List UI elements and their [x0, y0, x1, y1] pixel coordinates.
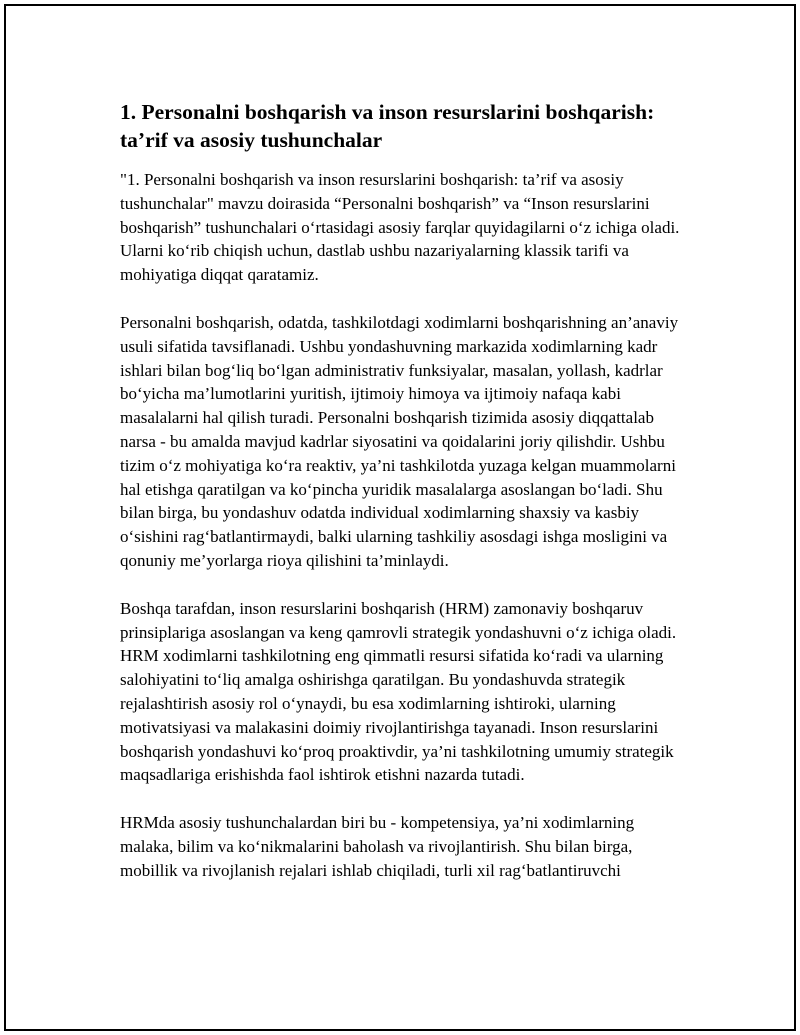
paragraph-personnel-management: Personalni boshqarish, odatda, tashkilotdagi xodimlarni boshqarishning an’anaviy usuli sifatida tavsiflanadi. Ushbu yondashuvning markazida xodimlarning kadr ishlari bilan bog‘liq bo‘lgan administrativ funksiyalar, masalan, yollash, kadrlar bo‘yicha ma’lumotlarini yuritish, ijtimoiy himoya va ijtimoiy nafaqa kabi masalalarni hal qilish turadi. Personalni boshqarish tizimida asosiy diqqattalab narsa - bu amalda mavjud kadrlar siyosatini va qoidalarini joriy qilishdir. Ushbu tizim o‘z mohiyatiga ko‘ra reaktiv, ya’ni tashkilotda yuzaga kelgan muammolarni hal etishga qaratilgan va ko‘pincha yuridik masalalarga asoslangan bo‘ladi. Shu bilan birga, bu yondashuv odatda individual xodimlarning shaxsiy va kasbiy o‘sishini rag‘batlantirmaydi, balki ularning tashkiliy asosdagi ishga mosligini va qonuniy me’yorlarga rioya qilishini ta’minlaydi.: [120, 312, 679, 570]
paragraph-hrm: Boshqa tarafdan, inson resurslarini boshqarish (HRM) zamonaviy boshqaruv prinsiplariga asoslangan va keng qamrovli strategik yondashuvni o‘z ichiga oladi. HRM xodimlarni tashkilotning eng qimmatli resursi sifatida ko‘radi va ularning salohiyatini to‘liq amalga oshirishga qaratilgan. Bu yondashuvda strategik rejalashtirish asosiy rol o‘ynaydi, bu esa xodimlarning ishtiroki, ularning motivatsiyasi va malakasini doimiy rivojlantirishga tayanadi. Inson resurslarini boshqarish yondashuvi ko‘proq proaktivdir, ya’ni tashkilotning umumiy strategik maqsadlariga erishishda faol ishtirok etishni nazarda tutadi.: [120, 598, 677, 785]
document-body: [120, 98, 690, 907]
section-heading: 1. Personalni boshqarish va inson resurslarini boshqarish: ta’rif va asosiy tushunchalar: [120, 100, 655, 152]
paragraph-hrm-concepts: HRMda asosiy tushunchalardan biri bu - kompetensiya, ya’ni xodimlarning malaka, bilim va ko‘nikmalarini baholash va rivojlantirish. Shu bilan birga, mobillik va rivojlanish rejalari ishlab chiqiladi, turli xil rag‘batlantiruvchi: [120, 813, 635, 880]
paragraph-intro: "1. Personalni boshqarish va inson resurslarini boshqarish: ta’rif va asosiy tushunchalar" mavzu doirasida “Personalni boshqarish” va “Inson resurslarini boshqarish” tushunchalari o‘rtasidagi asosiy farqlar quyidagilarni o‘z ichiga oladi. Ularni ko‘rib chiqish uchun, dastlab ushbu nazariyalarning klassik tarifi va mohiyatiga diqqat qaratamiz.: [120, 170, 680, 285]
document-page: [4, 4, 796, 1031]
